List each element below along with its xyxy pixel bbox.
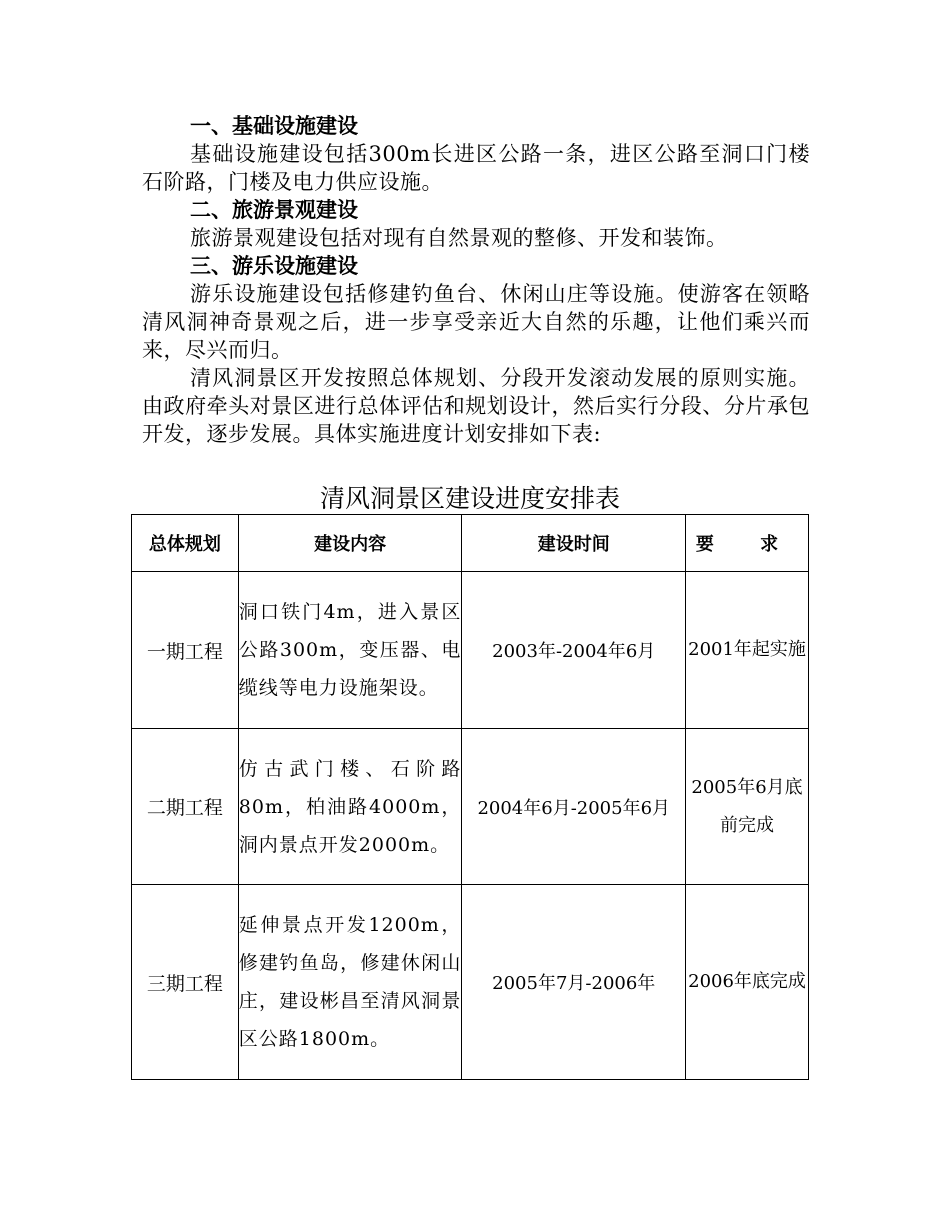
section-heading: 三、游乐设施建设 [190,253,358,278]
table-row [132,572,809,729]
header-plan: 总体规划 [132,515,239,572]
header-requirement: 要 求 [686,515,809,572]
cell-requirement: 2005年6月底前完成 [686,729,809,885]
header-time: 建设时间 [462,515,686,572]
cell-time: 2005年7月-2006年 [462,885,686,1080]
table-title: 清风洞景区建设进度安排表 [319,484,620,513]
cell-content: 洞口铁门4m，进入景区公路300m，变压器、电缆线等电力设施架设。 [238,572,462,729]
document-body [142,112,810,448]
cell-requirement: 2006年底完成 [686,885,809,1080]
section-paragraph: 旅游景观建设包括对现有自然景观的整修、开发和装饰。 [190,226,728,250]
cell-time: 2003年-2004年6月 [462,572,686,729]
section-heading: 二、旅游景观建设 [190,197,358,222]
cell-requirement: 2001年起实施 [686,572,809,729]
schedule-table [131,514,809,1080]
section-paragraph: 基础设施建设包括300m长进区公路一条，进区公路至洞口门楼石阶路，门楼及电力供应设施。 [142,142,810,194]
header-content: 建设内容 [238,515,462,572]
section-paragraph: 游乐设施建设包括修建钓鱼台、休闲山庄等设施。使游客在领略清风洞神奇景观之后，进一步享受亲近大自然的乐趣，让他们乘兴而来，尽兴而归。 [142,282,810,362]
cell-content: 仿古武门楼、石阶路80m，柏油路4000m，洞内景点开发2000m。 [238,729,462,885]
closing-paragraph: 清风洞景区开发按照总体规划、分段开发滚动发展的原则实施。由政府牵头对景区进行总体评估和规划设计，然后实行分段、分片承包开发，逐步发展。具体实施进度计划安排如下表: [142,366,810,446]
table-header-row [132,515,809,572]
cell-plan: 一期工程 [132,572,239,729]
section-heading: 一、基础设施建设 [190,113,358,138]
cell-content: 延伸景点开发1200m，修建钓鱼岛，修建休闲山庄，建设彬昌至清风洞景区公路1800m。 [238,885,462,1080]
table-row [132,885,809,1080]
table-row [132,729,809,885]
cell-time: 2004年6月-2005年6月 [462,729,686,885]
cell-plan: 三期工程 [132,885,239,1080]
cell-plan: 二期工程 [132,729,239,885]
